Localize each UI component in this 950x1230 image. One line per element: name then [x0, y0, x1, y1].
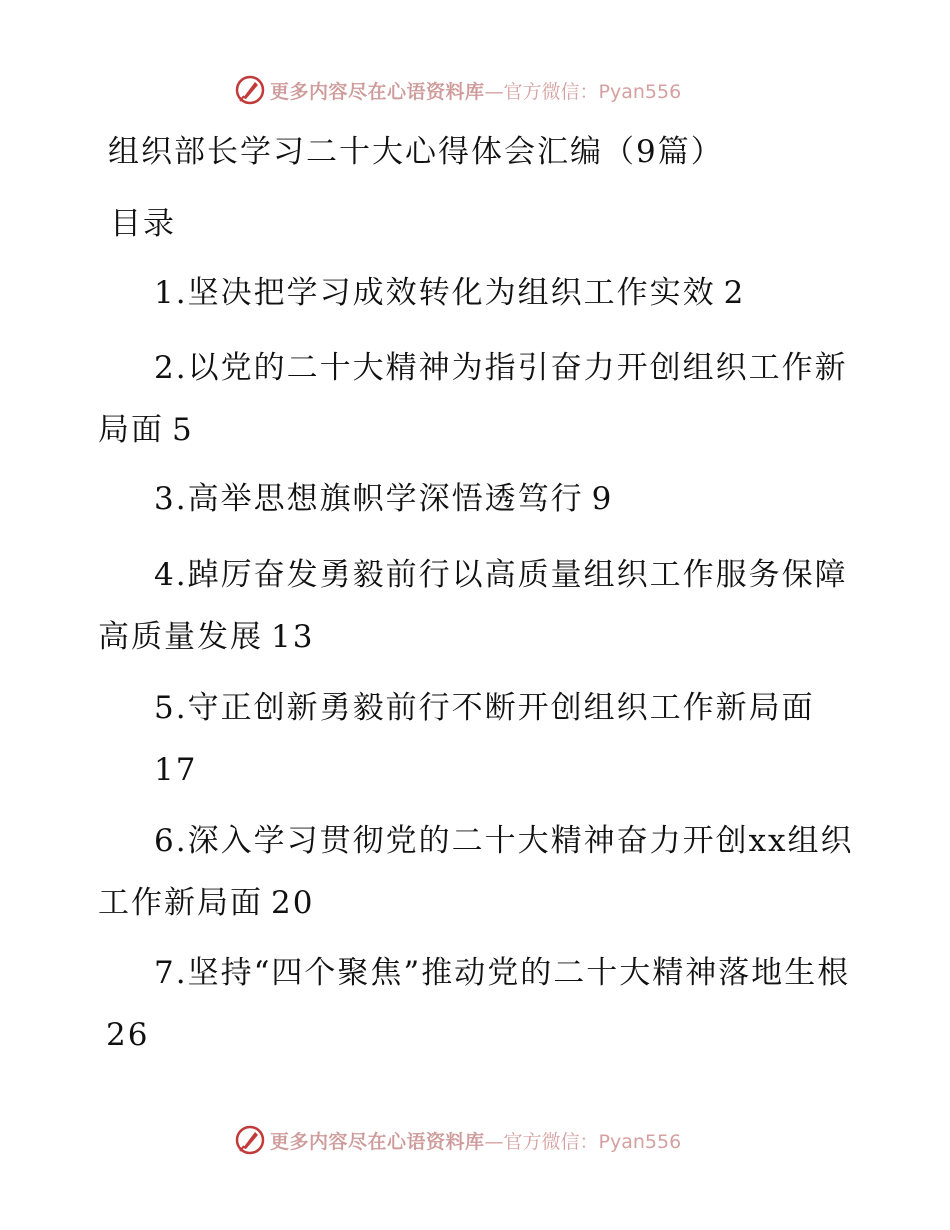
toc-entry-title: 坚决把学习成效转化为组织工作实效 [187, 275, 716, 311]
header-watermark [234, 73, 681, 107]
toc-entry-7[interactable] [98, 942, 858, 1066]
toc-entry-number: 5. [154, 690, 188, 726]
toc-entry-5[interactable] [98, 677, 858, 801]
toc-entry-title: 深入学习贯彻党的二十大精神奋力开创xx组织工作新局面 [98, 823, 854, 921]
toc-entry-page: 13 [271, 619, 315, 655]
toc-entry-title: 以党的二十大精神为指引奋力开创组织工作新局面 [98, 350, 848, 448]
toc-entry-title: 踔厉奋发勇毅前行以高质量组织工作服务保障高质量发展 [98, 557, 848, 655]
toc-entry-number: 4. [154, 557, 188, 593]
toc-entry-page: 20 [271, 885, 315, 921]
toc-entry-page: 26 [106, 1017, 150, 1053]
watermark-contact: —官方微信：Pyan556 [484, 80, 682, 103]
watermark-contact: —官方微信：Pyan556 [484, 1130, 682, 1153]
toc-entry-6[interactable] [98, 810, 858, 934]
toc-entry-4[interactable] [98, 544, 858, 668]
watermark-text: 更多内容尽在心语资料库 [270, 1130, 485, 1153]
footer-watermark [234, 1123, 681, 1157]
quill-pen-logo-icon [234, 74, 266, 106]
toc-entry-number: 3. [154, 481, 188, 517]
toc-entry-1[interactable] [98, 262, 858, 324]
document-title: 组织部长学习二十大心得体会汇编（9篇） [108, 134, 724, 170]
toc-entry-number: 7. [154, 955, 188, 991]
toc-entry-number: 2. [154, 350, 188, 386]
toc-heading: 目录 [110, 206, 176, 242]
toc-entry-3[interactable] [98, 468, 858, 530]
toc-entry-page: 17 [154, 752, 198, 788]
toc-entry-2[interactable] [98, 337, 858, 461]
watermark-text: 更多内容尽在心语资料库 [270, 80, 485, 103]
toc-entry-number: 6. [154, 823, 188, 859]
toc-entry-title: 守正创新勇毅前行不断开创组织工作新局面 [187, 690, 815, 726]
toc-entry-page: 5 [172, 412, 194, 448]
toc-entry-number: 1. [154, 275, 188, 311]
toc-entry-page: 9 [591, 481, 614, 517]
toc-entry-title: 坚持“四个聚焦”推动党的二十大精神落地生根 [187, 955, 851, 991]
toc-entry-title: 高举思想旗帜学深悟透笃行 [187, 481, 584, 517]
quill-pen-logo-icon [234, 1124, 266, 1156]
toc-entry-page: 2 [723, 275, 746, 311]
